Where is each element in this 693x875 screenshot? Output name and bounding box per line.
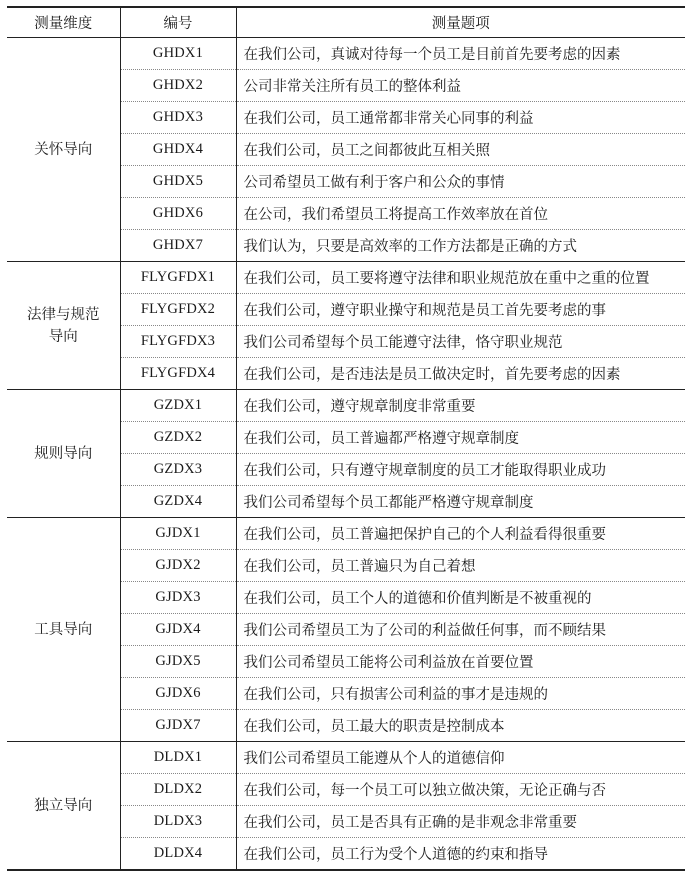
code-cell: GJDX5 [120, 646, 236, 678]
code-cell: GZDX2 [120, 422, 236, 454]
header-code: 编号 [120, 7, 236, 38]
code-cell: DLDX1 [120, 742, 236, 774]
item-cell: 公司希望员工做有利于客户和公众的事情 [236, 166, 685, 198]
item-cell: 我们公司希望每个员工能遵守法律，恪守职业规范 [236, 326, 685, 358]
item-cell: 在我们公司，真诚对待每一个员工是目前首先要考虑的因素 [236, 38, 685, 70]
code-cell: GHDX5 [120, 166, 236, 198]
item-cell: 在我们公司，员工行为受个人道德的约束和指导 [236, 838, 685, 871]
code-cell: GJDX1 [120, 518, 236, 550]
table-header [7, 7, 685, 38]
item-cell: 在我们公司，每一个员工可以独立做决策，无论正确与否 [236, 774, 685, 806]
code-cell: GJDX6 [120, 678, 236, 710]
code-cell: GZDX4 [120, 486, 236, 518]
item-cell: 在我们公司，员工要将遵守法律和职业规范放在重中之重的位置 [236, 262, 685, 294]
code-cell: GHDX1 [120, 38, 236, 70]
item-cell: 在我们公司，只有遵守规章制度的员工才能取得职业成功 [236, 454, 685, 486]
item-cell: 在公司，我们希望员工将提高工作效率放在首位 [236, 198, 685, 230]
code-cell: GZDX3 [120, 454, 236, 486]
code-cell: GHDX2 [120, 70, 236, 102]
item-cell: 在我们公司，遵守职业操守和规范是员工首先要考虑的事 [236, 294, 685, 326]
item-cell: 我们公司希望员工为了公司的利益做任何事，而不顾结果 [236, 614, 685, 646]
code-cell: GHDX3 [120, 102, 236, 134]
code-cell: GJDX3 [120, 582, 236, 614]
item-cell: 我们公司希望员工能遵从个人的道德信仰 [236, 742, 685, 774]
code-cell: DLDX3 [120, 806, 236, 838]
header-row [7, 7, 685, 38]
item-cell: 我们认为，只要是高效率的工作方法都是正确的方式 [236, 230, 685, 262]
dimension-cell: 关怀导向 [7, 38, 120, 262]
code-cell: GHDX7 [120, 230, 236, 262]
item-cell: 在我们公司，员工最大的职责是控制成本 [236, 710, 685, 742]
item-cell: 在我们公司，是否违法是员工做决定时，首先要考虑的因素 [236, 358, 685, 390]
code-cell: GHDX6 [120, 198, 236, 230]
item-cell: 在我们公司，员工普遍只为自己着想 [236, 550, 685, 582]
code-cell: GJDX2 [120, 550, 236, 582]
item-cell: 在我们公司，员工之间都彼此互相关照 [236, 134, 685, 166]
item-cell: 在我们公司，员工是否具有正确的是非观念非常重要 [236, 806, 685, 838]
code-cell: DLDX4 [120, 838, 236, 871]
code-cell: FLYGFDX1 [120, 262, 236, 294]
table-row [7, 38, 685, 70]
dimension-cell: 独立导向 [7, 742, 120, 871]
code-cell: GJDX7 [120, 710, 236, 742]
item-cell: 公司非常关注所有员工的整体利益 [236, 70, 685, 102]
code-cell: GZDX1 [120, 390, 236, 422]
code-cell: FLYGFDX3 [120, 326, 236, 358]
dimension-cell: 法律与规范 导向 [7, 262, 120, 390]
header-item: 测量题项 [236, 7, 685, 38]
dimension-cell: 规则导向 [7, 390, 120, 518]
table-row [7, 518, 685, 550]
table-row [7, 262, 685, 294]
item-cell: 在我们公司，员工通常都非常关心同事的利益 [236, 102, 685, 134]
item-cell: 在我们公司，只有损害公司利益的事才是违规的 [236, 678, 685, 710]
item-cell: 我们公司希望每个员工都能严格遵守规章制度 [236, 486, 685, 518]
dimension-cell: 工具导向 [7, 518, 120, 742]
header-dimension: 测量维度 [7, 7, 120, 38]
code-cell: GHDX4 [120, 134, 236, 166]
table-row [7, 390, 685, 422]
table-row [7, 742, 685, 774]
code-cell: FLYGFDX4 [120, 358, 236, 390]
item-cell: 我们公司希望员工能将公司利益放在首要位置 [236, 646, 685, 678]
item-cell: 在我们公司，员工个人的道德和价值判断是不被重视的 [236, 582, 685, 614]
item-cell: 在我们公司，员工普遍都严格遵守规章制度 [236, 422, 685, 454]
code-cell: GJDX4 [120, 614, 236, 646]
code-cell: FLYGFDX2 [120, 294, 236, 326]
measurement-table [7, 6, 685, 871]
item-cell: 在我们公司，遵守规章制度非常重要 [236, 390, 685, 422]
code-cell: DLDX2 [120, 774, 236, 806]
table-body [7, 38, 685, 871]
item-cell: 在我们公司，员工普遍把保护自己的个人利益看得很重要 [236, 518, 685, 550]
